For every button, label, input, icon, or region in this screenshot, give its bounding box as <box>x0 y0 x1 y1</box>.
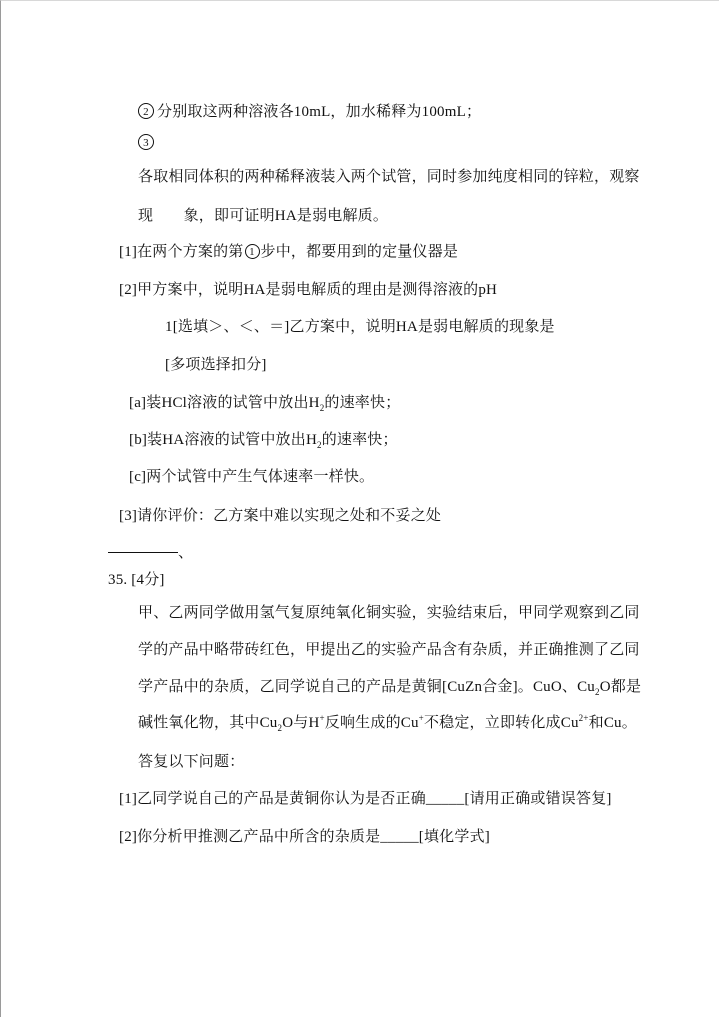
superscript: + <box>418 713 424 723</box>
subscript: 2 <box>595 687 600 697</box>
option-b-tail: 的速率快； <box>321 432 398 448</box>
question-1 <box>119 242 458 262</box>
problem-35-line-3 <box>138 677 641 697</box>
step-2-line <box>138 102 481 122</box>
option-b <box>129 430 398 450</box>
problem-35-question-1: [1]乙同学说自己的产品是黄铜你认为是否正确_____[请用正确或错误答复] <box>119 791 612 807</box>
line-4-text-c: 反响生成的Cu <box>324 715 419 731</box>
problem-35-line-1: 甲、乙两同学做用氢气复原纯氧化铜实验，实验结束后，甲同学观察到乙同 <box>138 605 640 621</box>
line-4-text-a: 碱性氧化物，其中Cu <box>138 715 278 731</box>
superscript: 2+ <box>578 713 589 723</box>
circled-number: 2 <box>138 103 154 119</box>
subscript: 2 <box>319 403 325 413</box>
subscript: 2 <box>317 440 322 450</box>
problem-35-line-2: 学的产品中略带砖红色，甲提出乙的实验产品含有杂质，并正确推测了乙同 <box>138 642 640 658</box>
blank-separator: 、 <box>178 545 194 561</box>
subscript: 2 <box>277 723 283 733</box>
question-2: [2]甲方案中，说明HA是弱电解质的理由是测得溶液的pH <box>119 282 498 298</box>
step-3-marker-line <box>138 133 157 153</box>
option-a <box>129 393 400 413</box>
answer-blank-line <box>108 543 193 563</box>
option-b-text: [b]装HA溶液的试管中放出H <box>129 432 317 448</box>
question-1-part-b: 步中，都要用到的定量仪器是 <box>260 244 459 260</box>
question-2-continued: 1[选填＞、＜、＝]乙方案中，说明HA是弱电解质的现象是 <box>165 319 555 335</box>
answer-prompt: 答复以下问题： <box>138 754 245 770</box>
step-3-text: 各取相同体积的两种稀释液装入两个试管，同时参加纯度相同的锌粒，观察 <box>138 169 640 185</box>
line-4-text-d: 不稳定，立即转化成Cu <box>423 715 579 731</box>
question-1-part-a: [1]在两个方案的第 <box>119 244 244 260</box>
line-4-text-e: 和Cu。 <box>588 715 637 731</box>
line-4-text-b: O与H <box>282 715 320 731</box>
superscript: + <box>319 713 325 723</box>
line-3-tail: O都是 <box>599 679 642 695</box>
circled-number: 3 <box>138 134 154 150</box>
option-a-tail: 的速率快； <box>324 395 401 411</box>
circled-number: 1 <box>245 244 260 259</box>
blank-underline <box>108 551 178 553</box>
problem-35-question-2: [2]你分析甲推测乙产品中所含的杂质是_____[填化学式] <box>119 829 490 845</box>
line-3-text: 学产品中的杂质，乙同学说自己的产品是黄铜[CuZn合金]。CuO、Cu <box>138 679 596 695</box>
option-c: [c]两个试管中产生气体速率一样快。 <box>129 469 375 485</box>
step-3-conclusion: 现 象，即可证明HA是弱电解质。 <box>138 208 389 224</box>
multi-choice-note: [多项选择扣分] <box>165 357 267 373</box>
option-a-text: [a]装HCl溶液的试管中放出H <box>129 395 320 411</box>
problem-35-heading: 35. [4分] <box>108 572 165 588</box>
question-3: [3]请你评价：乙方案中难以实现之处和不妥之处 <box>119 508 442 524</box>
step-2-text: 分别取这两种溶液各10mL，加水稀释为100mL； <box>157 104 482 120</box>
problem-35-line-4 <box>138 713 637 733</box>
